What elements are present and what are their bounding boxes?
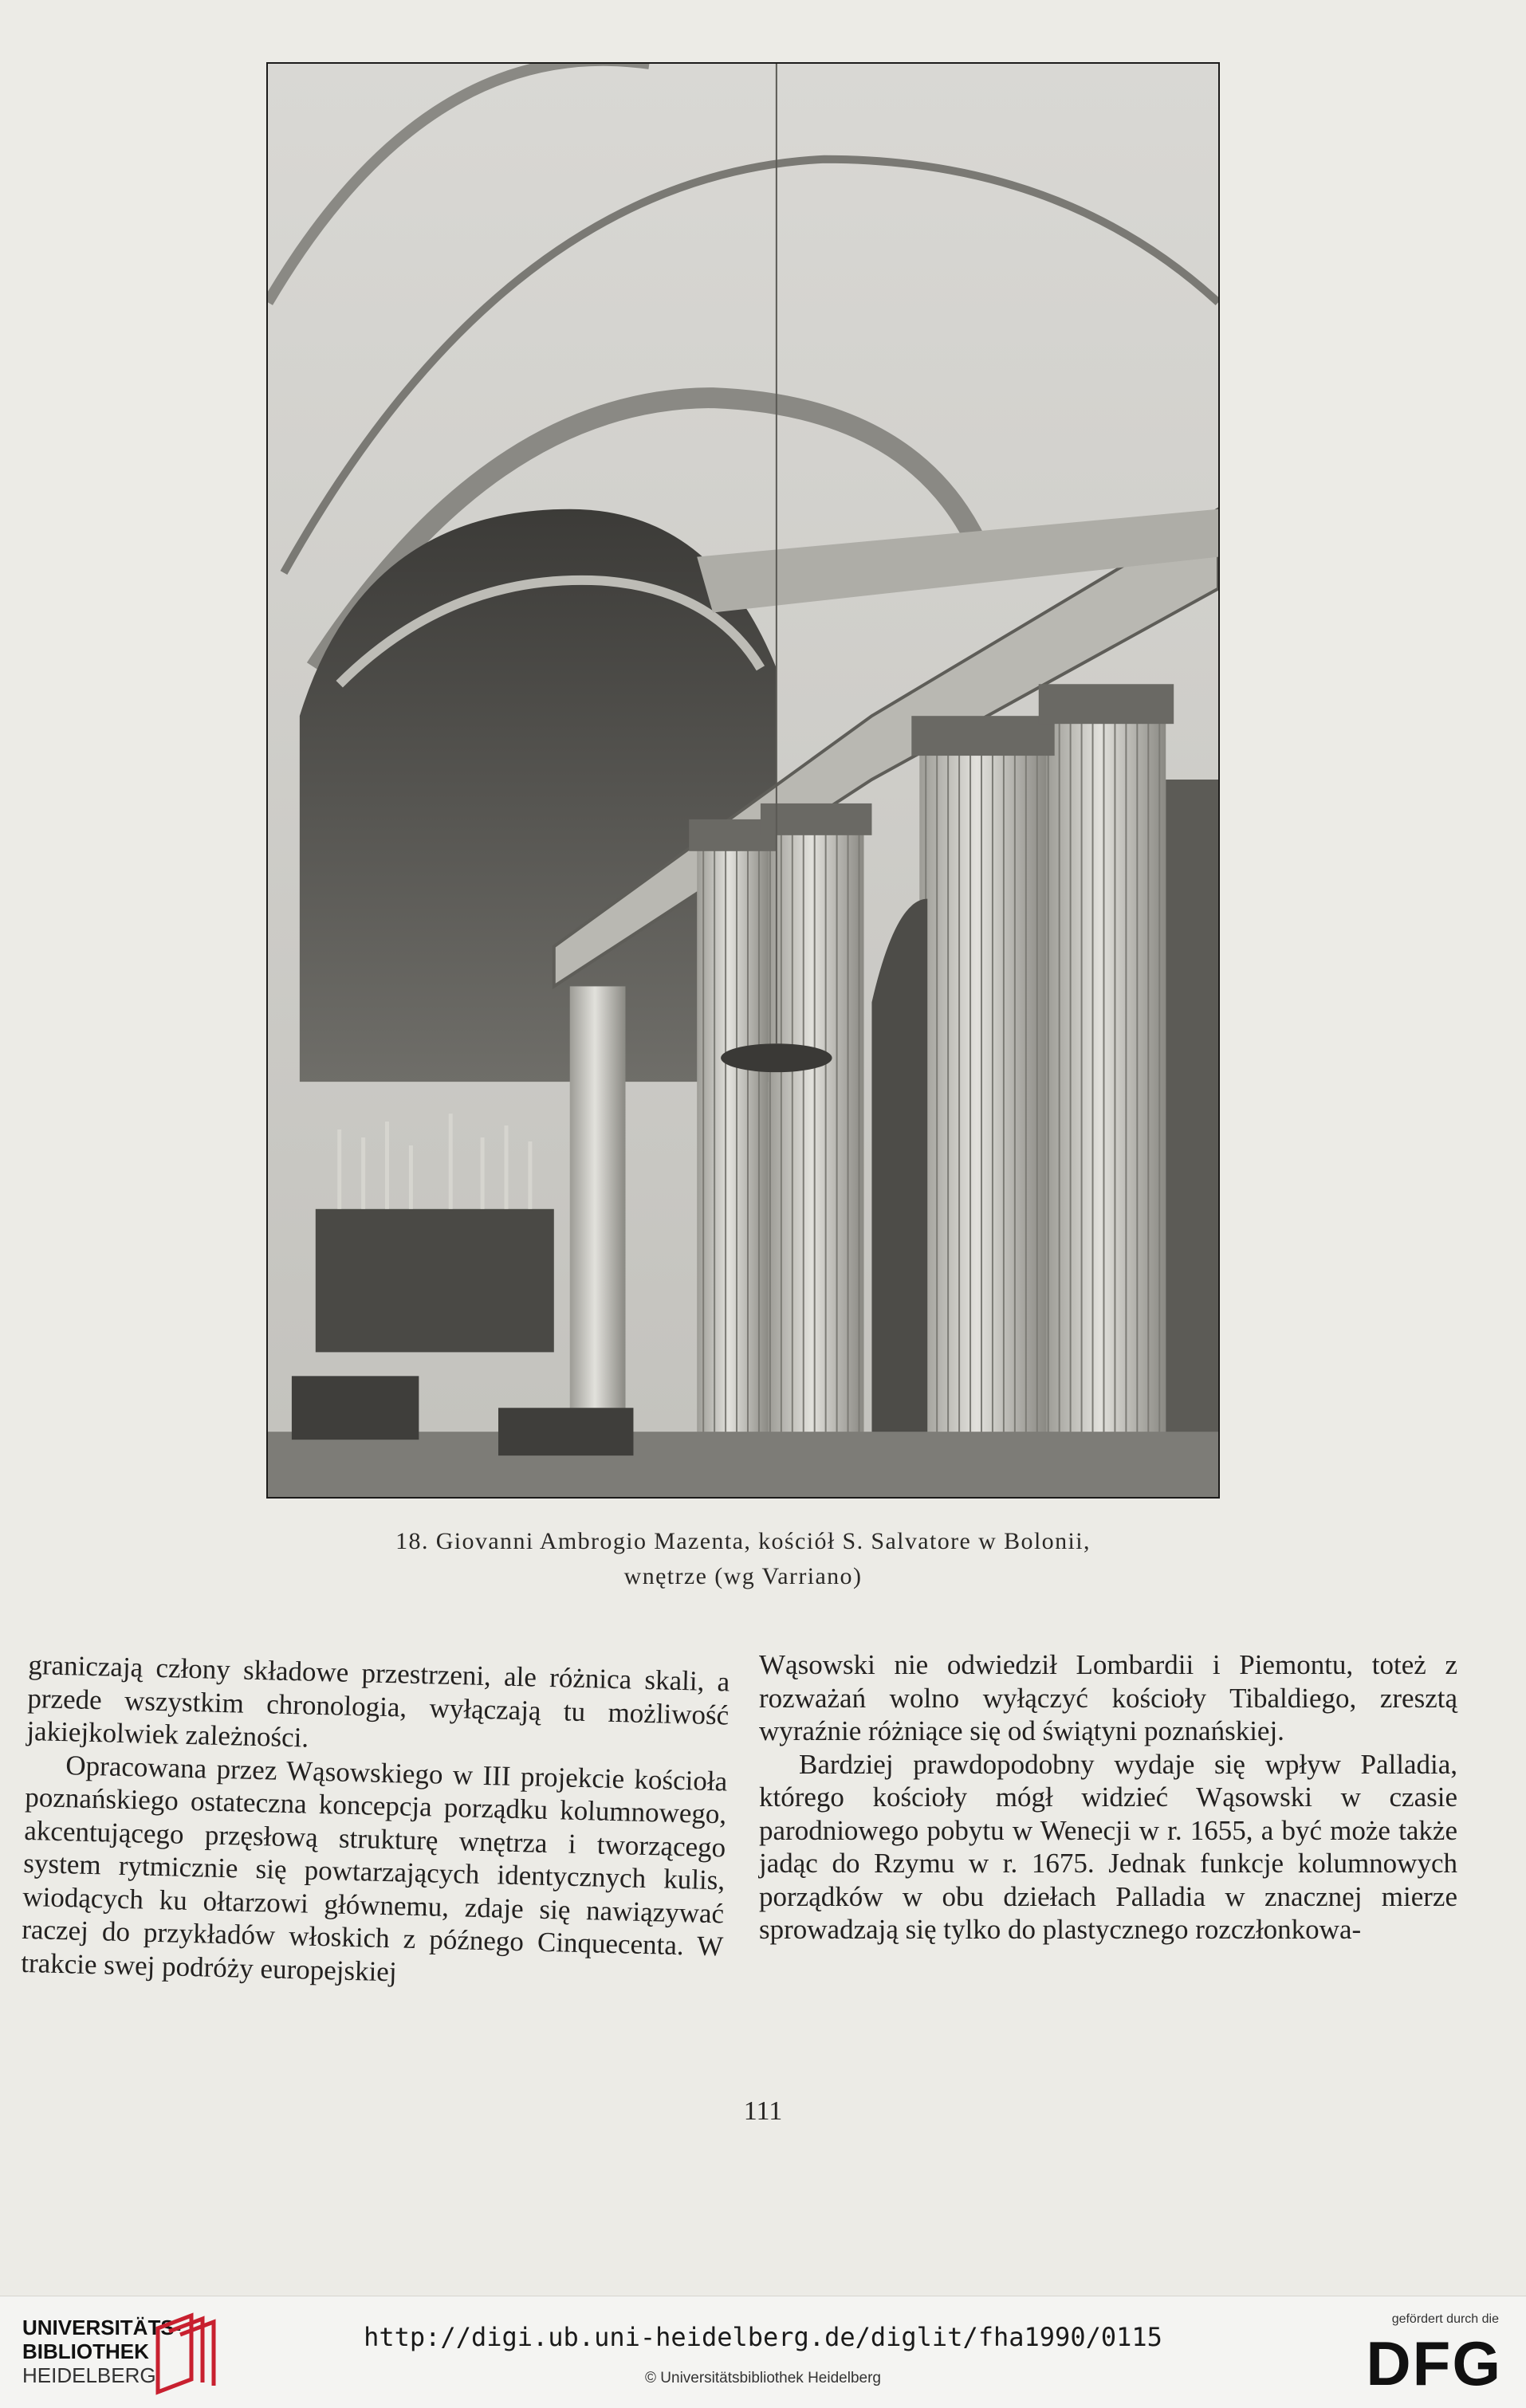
funding-note: gefördert durch die (1391, 2312, 1499, 2326)
caption-line-1: 18. Giovanni Ambrogio Mazenta, kościół S. Salvatore w Bolonii, (395, 1528, 1091, 1554)
text-column-left (21, 1648, 730, 1996)
copyright-notice: © Universitätsbibliothek Heidelberg (645, 2370, 881, 2386)
paragraph: Wąsowski nie odwiedził Lombardii i Piemontu, toteż z rozważań wolno wyłączyć kościoły Tibaldiego, zresztą wyraźnie różniące się od świątyni poznańskiej. (759, 1649, 1457, 1746)
digitization-footer (0, 2296, 1526, 2408)
paragraph: Opracowana przez Wąsowskiego w III projekcie kościoła poznańskiego ostateczna koncepcja porządku kolumnowego, akcentującego przęsłową strukturę wnętrza i tworzącego system rytmicznie się powtarzających identycznych kulis, wiodących ku ołtarzowi głównemu, zdaje się nawiązywać raczej do przykładów włoskich z późnego Cinquecenta. W trakcie swej podróży europejskiej (20, 1749, 728, 1987)
library-name-line: HEIDELBERG (22, 2363, 156, 2387)
dfg-logo: DFG (1366, 2328, 1502, 2398)
paragraph: graniczają człony składowe przestrzeni, ale różnica skali, a przede wszystkim chronologia, wyłączają tu możliwość jakiejkolwiek zależności. (26, 1648, 730, 1754)
caption-line-2: wnętrze (wg Varriano) (623, 1563, 863, 1589)
photograph-drawing (268, 64, 1218, 1497)
figure-caption (266, 1524, 1220, 1594)
permalink-url[interactable]: http://digi.ub.uni-heidelberg.de/diglit/fha1990/0115 (364, 2322, 1162, 2352)
paragraph: Bardziej prawdopodobny wydaje się wpływ Palladia, którego kościoły mógł widzieć Wąsowski w czasie parodniowego pobytu w Wenecji w r. 1655, a być może także jadąc do Rzymu w r. 1675. Jednak funkcje kolumnowych porządków w obu dziełach Palladia w znacznej mierze sprowadzają się tylko do plastycznego rozczłonkowa- (759, 1748, 1457, 1945)
text-column-right (759, 1648, 1457, 1946)
page-number: 111 (743, 2096, 783, 2126)
library-name-line: BIBLIOTHEK (22, 2339, 149, 2363)
church-interior-photograph (266, 62, 1220, 1499)
library-name-line: UNIVERSITÄTS- (22, 2316, 182, 2339)
